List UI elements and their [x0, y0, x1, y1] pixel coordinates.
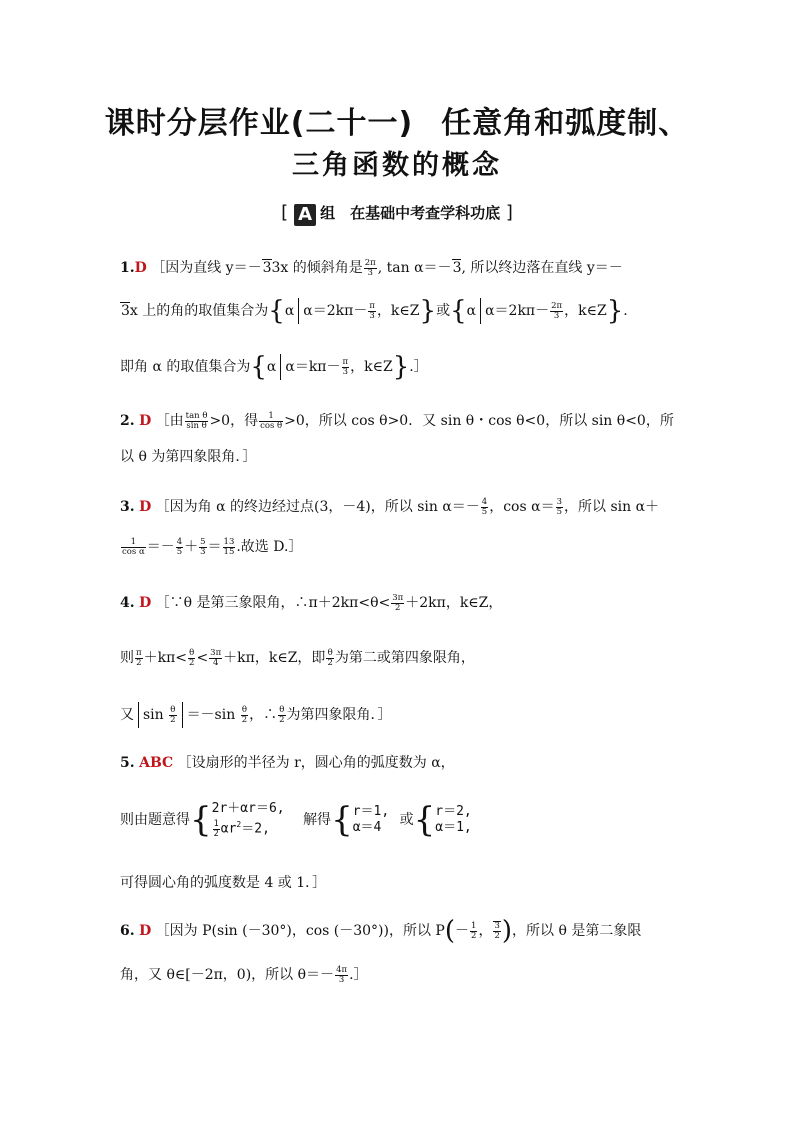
q5-line2: 则由题意得{ 2r＋αr＝6, $\frac{1}{2}$ $\alpha r^2=2$, 解得{ r＝1, α＝4 或{ r＝2, α＝1,	[120, 800, 472, 840]
q3-line2: $\frac{1}{\text{cos α}}$ ＝－ $\frac{4}{5}$ ＋ $\frac{5}{3}$ ＝ $\frac{13}{15}$ .故选 D.］	[122, 536, 303, 557]
q2-line1: 2. D ［由 $\frac{\text{tan θ}}{\text{sin θ}}$ >0，得 $\frac{1}{\text{cos θ}}$ >0，所以 cos θ>0．又 sin θ・cos θ<0，所以 sin θ<0，所	[120, 410, 674, 431]
title-topic: 任意角和弧度制、	[441, 106, 690, 141]
group-heading: [ A 组 在基础中考查学科功底 ]	[281, 202, 513, 225]
q5-line3: 可得圆心角的弧度数是 4 或 1．］	[120, 875, 327, 891]
q6-line1: 6. D ［因为 P(sin (－30°)，cos (－30°))，所以 P(－ $\frac{1}{2}$ ， $\frac{3}{2}$ )，所以 θ 是第二象限	[120, 916, 642, 946]
q3-answer: D	[139, 499, 152, 515]
q6-answer: D	[139, 923, 152, 939]
q1-line1: 1.D ［因为直线 y＝－33x 的倾斜角是 $\frac{2\pi}{3}$ , tan α＝－3, 所以终边落在直线 y＝－	[120, 257, 623, 278]
q2-line2: 以 θ 为第四象限角．］	[120, 449, 257, 465]
q1-answer: D	[134, 260, 147, 276]
q4-line1: 4. D ［∵θ 是第三象限角，∴π＋2kπ<θ< $\frac{3\pi}{2}$ ＋2kπ，k∈Z，	[120, 592, 503, 613]
q3-line1: 3. D ［因为角 α 的终边经过点(3，－4)，所以 sin α＝－ $\frac{4}{5}$ ，cos α＝ $\frac{3}{5}$ ，所以 sin α＋	[120, 496, 660, 517]
q5-answer: ABC	[139, 755, 174, 771]
q1-line3: 即角 α 的取值集合为{α α＝kπ－ $\frac{\pi}{3}$ ，k∈Z}.］	[120, 352, 428, 382]
q2-answer: D	[139, 413, 152, 429]
group-badge: A	[294, 204, 316, 226]
page-subtitle: 三角函数的概念	[292, 150, 502, 181]
q6-line2: 角，又 θ∈[－2π，0)，所以 θ＝－ $\frac{4\pi}{3}$ .］	[120, 964, 368, 985]
q5-line1: 5. ABC ［设扇形的半径为 r，圆心角的弧度数为 α，	[120, 755, 455, 771]
q1-line2: 3x 上的角的取值集合为{α α＝2kπ－ $\frac{\pi}{3}$ ，k∈Z}或{α α＝2kπ－ $\frac{2\pi}{3}$ ，k∈Z}.	[121, 296, 628, 326]
q4-line2: 则 $\frac{\pi}{2}$ ＋kπ< $\frac{\theta}{2}$ < $\frac{3\pi}{4}$ ＋kπ，k∈Z，即 $\frac{\theta}{2}$ 为第二或第四象限角，	[120, 647, 475, 668]
group-label: 组 在基础中考查学科功底	[320, 204, 501, 222]
q4-answer: D	[139, 595, 152, 611]
page-title	[0, 98, 794, 142]
q4-line3: 又 sin $\frac{\theta}{2}$ ＝－sin $\frac{\theta}{2}$ ，∴ $\frac{\theta}{2}$ 为第四象限角．］	[120, 702, 680, 728]
title-main: 课时分层作业(二十一)	[104, 106, 414, 141]
